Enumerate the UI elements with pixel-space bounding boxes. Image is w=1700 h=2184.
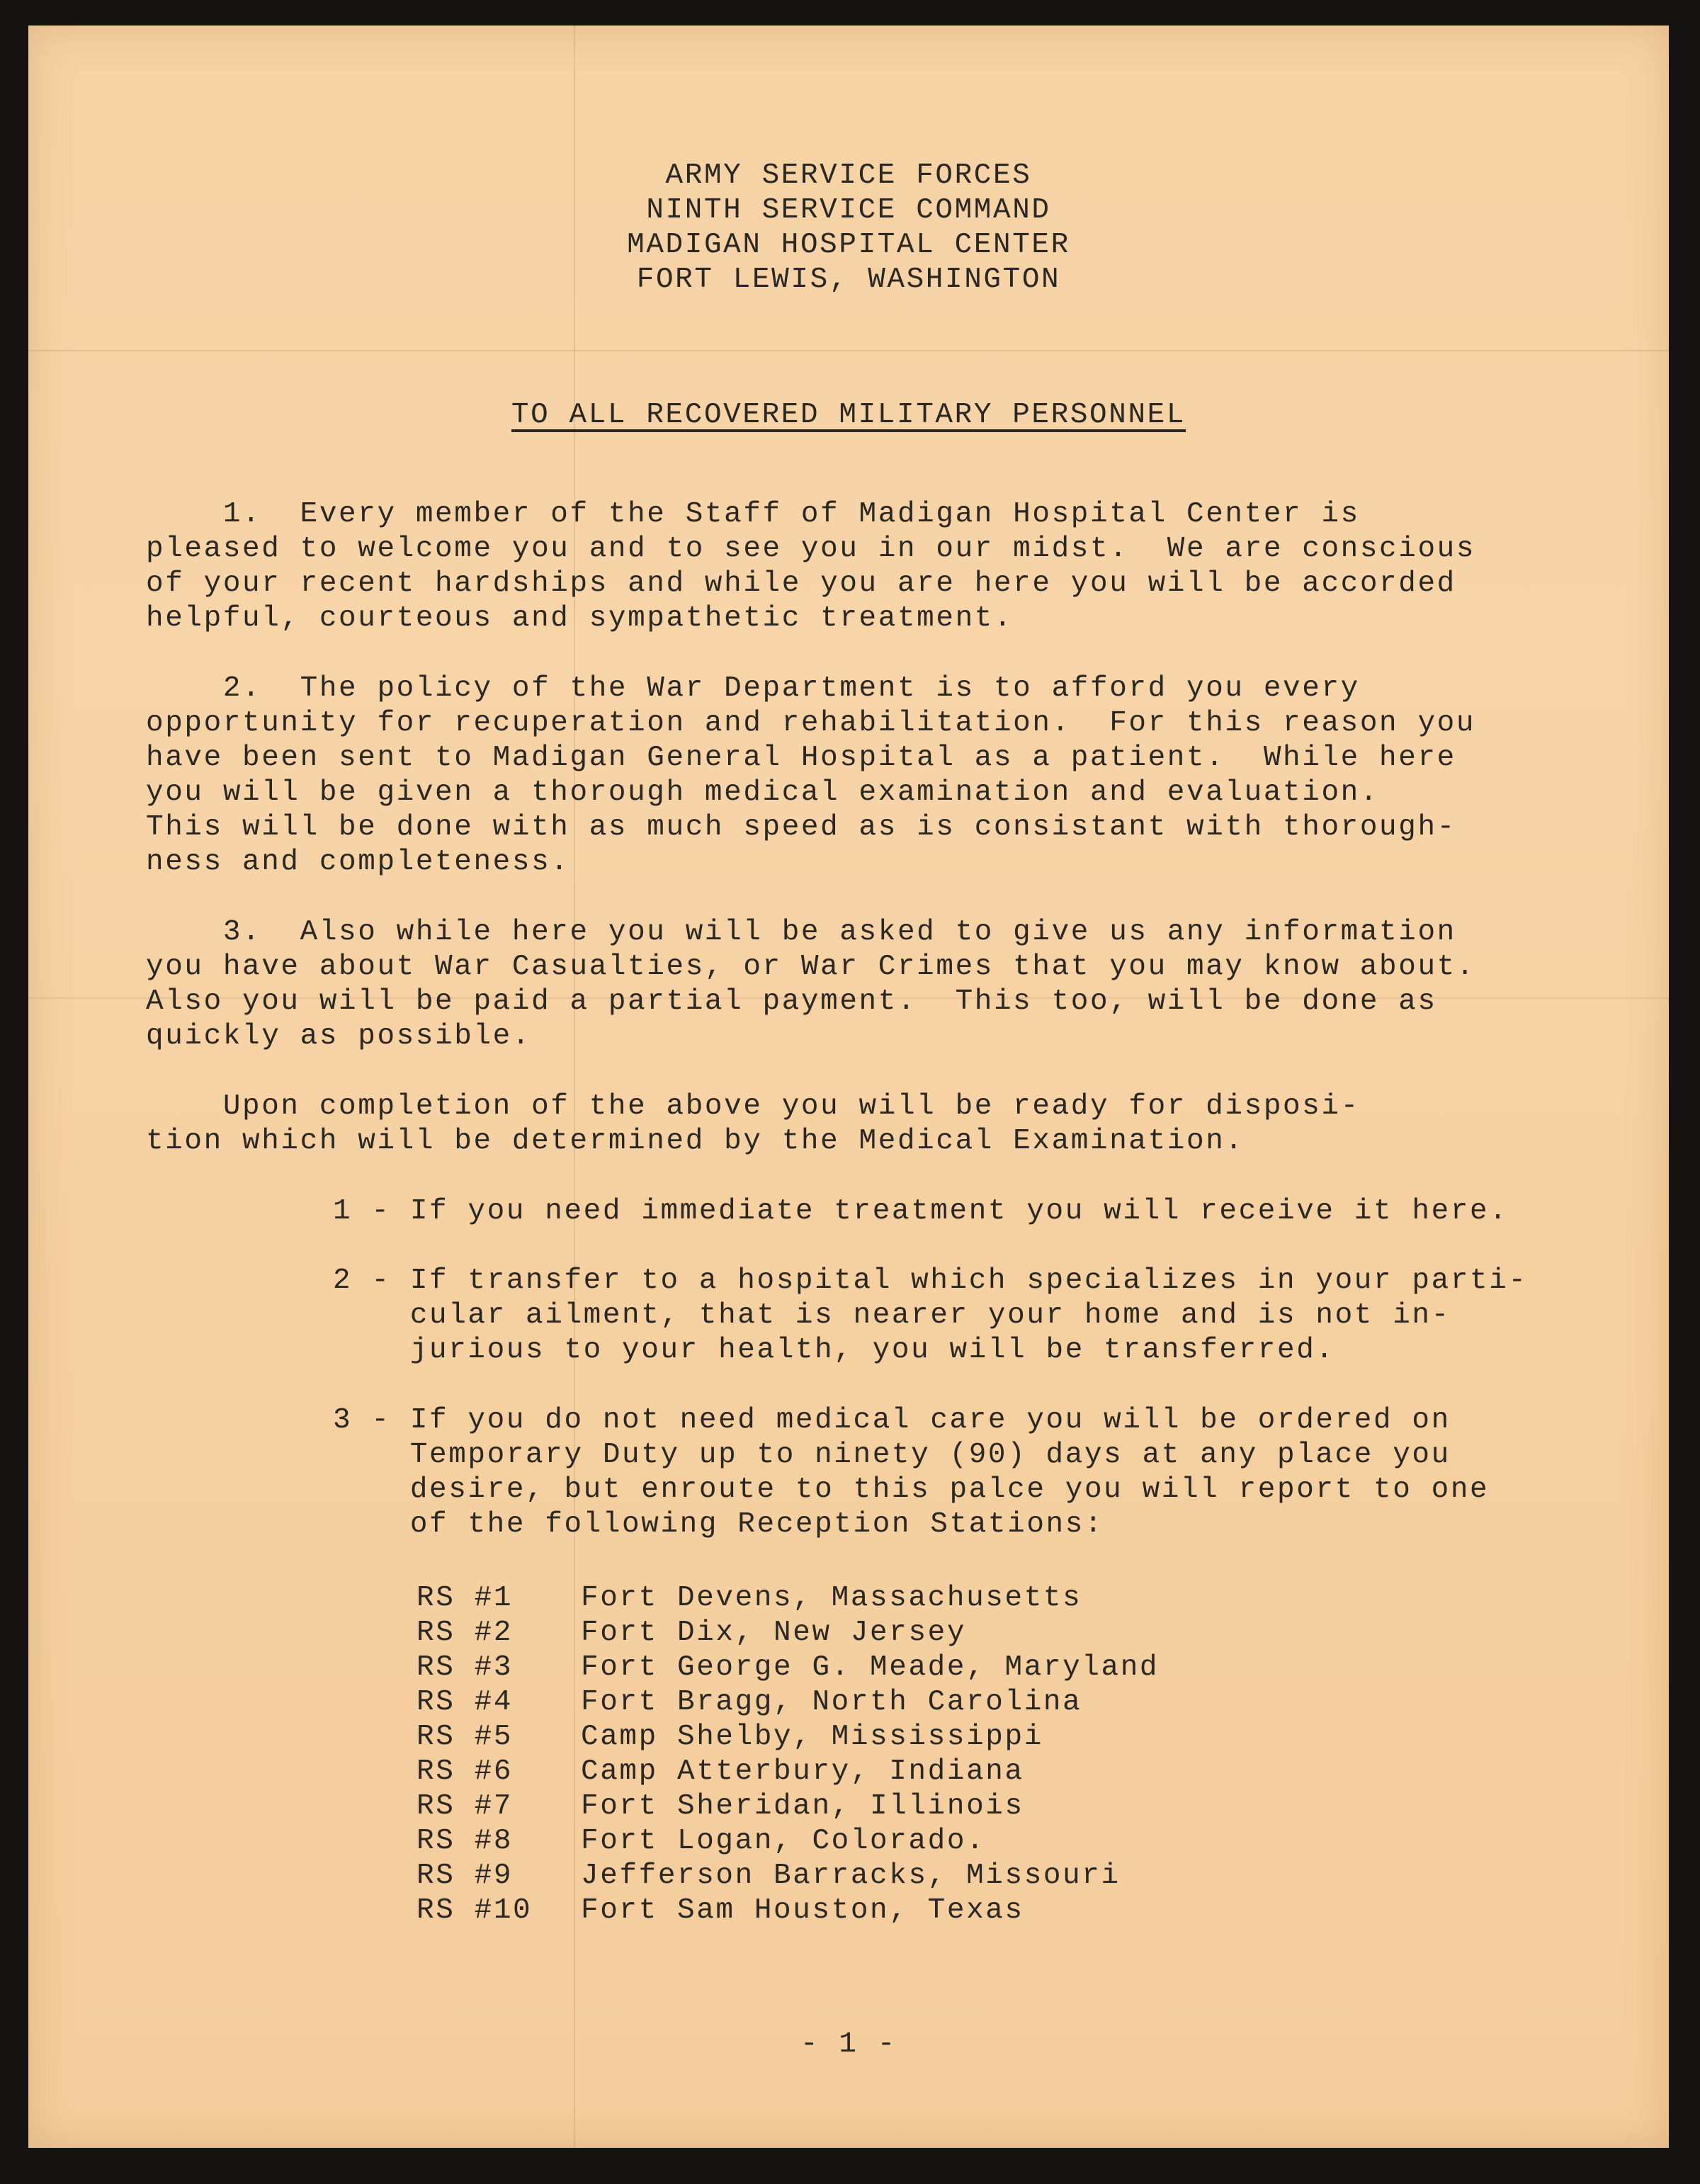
station-place: Fort Dix, New Jersey bbox=[581, 1617, 967, 1649]
paper-fold-vertical bbox=[574, 26, 575, 2148]
numbered-item-line: 2 - If transfer to a hospital which specializes in your parti- bbox=[333, 1264, 1528, 1297]
station-place: Fort Logan, Colorado. bbox=[581, 1825, 986, 1857]
letterhead-line: NINTH SERVICE COMMAND bbox=[646, 194, 1051, 227]
document-title: TO ALL RECOVERED MILITARY PERSONNEL bbox=[511, 399, 1186, 431]
paragraph-line: of your recent hardships and while you are here you will be accorded bbox=[146, 567, 1456, 600]
paragraph-line: Also you will be paid a partial payment. This too, will be done as bbox=[146, 985, 1437, 1018]
station-place: Fort Sheridan, Illinois bbox=[581, 1790, 1024, 1823]
station-place: Camp Atterbury, Indiana bbox=[581, 1755, 1024, 1788]
paragraph-line: pleased to welcome you and to see you in our midst. We are conscious bbox=[146, 533, 1476, 565]
numbered-item-line: 1 - If you need immediate treatment you will receive it here. bbox=[333, 1195, 1509, 1228]
letterhead-line: MADIGAN HOSPITAL CENTER bbox=[627, 229, 1070, 261]
station-code: RS #8 bbox=[416, 1825, 514, 1857]
station-code: RS #3 bbox=[416, 1651, 514, 1684]
station-code: RS #1 bbox=[416, 1582, 514, 1614]
paper-fold-horizontal bbox=[28, 350, 1669, 351]
paragraph-line: ness and completeness. bbox=[146, 846, 570, 878]
station-place: Fort George G. Meade, Maryland bbox=[581, 1651, 1160, 1684]
paragraph-line: opportunity for recuperation and rehabilitation. For this reason you bbox=[146, 707, 1476, 740]
numbered-item-line: desire, but enroute to this palce you will report to one bbox=[333, 1473, 1490, 1506]
station-code: RS #4 bbox=[416, 1686, 514, 1719]
station-code: RS #10 bbox=[416, 1894, 533, 1927]
numbered-item-line: cular ailment, that is nearer your home and is not in- bbox=[333, 1299, 1451, 1332]
paragraph-line: tion which will be determined by the Medical Examination. bbox=[146, 1125, 1245, 1158]
paragraph-line: helpful, courteous and sympathetic treatment. bbox=[146, 602, 1014, 635]
paragraph-line: Upon completion of the above you will be ready for disposi- bbox=[146, 1090, 1360, 1123]
letterhead-line: FORT LEWIS, WASHINGTON bbox=[636, 264, 1061, 296]
document-page bbox=[28, 26, 1669, 2148]
station-code: RS #6 bbox=[416, 1755, 514, 1788]
paragraph-line: 2. The policy of the War Department is to afford you every bbox=[146, 672, 1360, 705]
station-code: RS #9 bbox=[416, 1860, 514, 1892]
paragraph-line: 1. Every member of the Staff of Madigan Hospital Center is bbox=[146, 498, 1360, 531]
numbered-item-line: of the following Reception Stations: bbox=[333, 1508, 1104, 1541]
page-number: - 1 - bbox=[800, 2028, 897, 2061]
paragraph-line: have been sent to Madigan General Hospital as a patient. While here bbox=[146, 742, 1456, 774]
paragraph-line: you have about War Casualties, or War Crimes that you may know about. bbox=[146, 951, 1476, 983]
station-place: Camp Shelby, Mississippi bbox=[581, 1721, 1043, 1753]
station-place: Fort Bragg, North Carolina bbox=[581, 1686, 1082, 1719]
paragraph-line: quickly as possible. bbox=[146, 1020, 532, 1053]
station-place: Fort Devens, Massachusetts bbox=[581, 1582, 1082, 1614]
station-code: RS #2 bbox=[416, 1617, 514, 1649]
paragraph-line: This will be done with as much speed as is consistant with thorough- bbox=[146, 811, 1456, 844]
station-place: Fort Sam Houston, Texas bbox=[581, 1894, 1024, 1927]
paragraph-line: 3. Also while here you will be asked to give us any information bbox=[146, 916, 1456, 949]
letterhead-line: ARMY SERVICE FORCES bbox=[665, 159, 1032, 192]
numbered-item-line: jurious to your health, you will be transferred. bbox=[333, 1334, 1335, 1367]
station-code: RS #7 bbox=[416, 1790, 514, 1823]
numbered-item-line: 3 - If you do not need medical care you will be ordered on bbox=[333, 1404, 1451, 1437]
station-place: Jefferson Barracks, Missouri bbox=[581, 1860, 1121, 1892]
paragraph-line: you will be given a thorough medical examination and evaluation. bbox=[146, 776, 1380, 809]
numbered-item-line: Temporary Duty up to ninety (90) days at any place you bbox=[333, 1439, 1451, 1471]
letterhead bbox=[28, 159, 1669, 298]
station-code: RS #5 bbox=[416, 1721, 514, 1753]
